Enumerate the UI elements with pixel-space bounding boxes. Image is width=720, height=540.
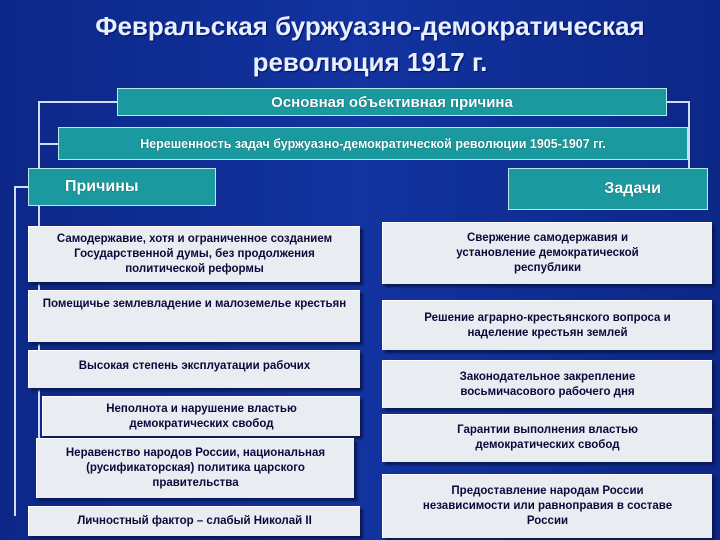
title-line-2: революция 1917 г. (252, 47, 488, 77)
task-freedom-guarantees: Гарантии выполнения властью демократических свобод (382, 414, 712, 462)
connector-main-right (666, 101, 690, 103)
cause-freedoms: Неполнота и нарушение властью демократических свобод (42, 396, 360, 436)
cause-nationalities: Неравенство народов России, национальная (русификаторская) политика царского правительства (36, 438, 354, 498)
cause-nicholas: Личностный фактор – слабый Николай II (28, 506, 360, 536)
cause-exploitation: Высокая степень эксплуатации рабочих (28, 350, 360, 388)
causes-header: Причины (28, 168, 216, 206)
task-eight-hour-day: Законодательное закрепление восьмичасового рабочего дня (382, 360, 712, 408)
title-line-1: Февральская буржуазно-демократическая (95, 11, 645, 41)
cause-autocracy: Самодержавие, хотя и ограниченное созданием Государственной думы, без продолжения политической реформы (28, 226, 360, 282)
connector-main-left (38, 101, 118, 103)
task-republic: Свержение самодержавия и установление демократической республики (382, 222, 712, 284)
page-title (40, 8, 700, 80)
tasks-header: Задачи (508, 168, 708, 210)
connector-causes-vertical (14, 186, 16, 516)
connector-unsolved-left (38, 143, 58, 145)
task-agrarian: Решение аграрно-крестьянского вопроса и наделение крестьян землей (382, 300, 712, 350)
unsolved-tasks-box: Нерешенность задач буржуазно-демократической революции 1905-1907 гг. (58, 127, 688, 160)
main-cause-box: Основная объективная причина (117, 88, 667, 116)
task-peoples: Предоставление народам России независимости или равноправия в составе России (382, 474, 712, 538)
cause-land: Помещичье землевладение и малоземелье крестьян (28, 290, 360, 342)
